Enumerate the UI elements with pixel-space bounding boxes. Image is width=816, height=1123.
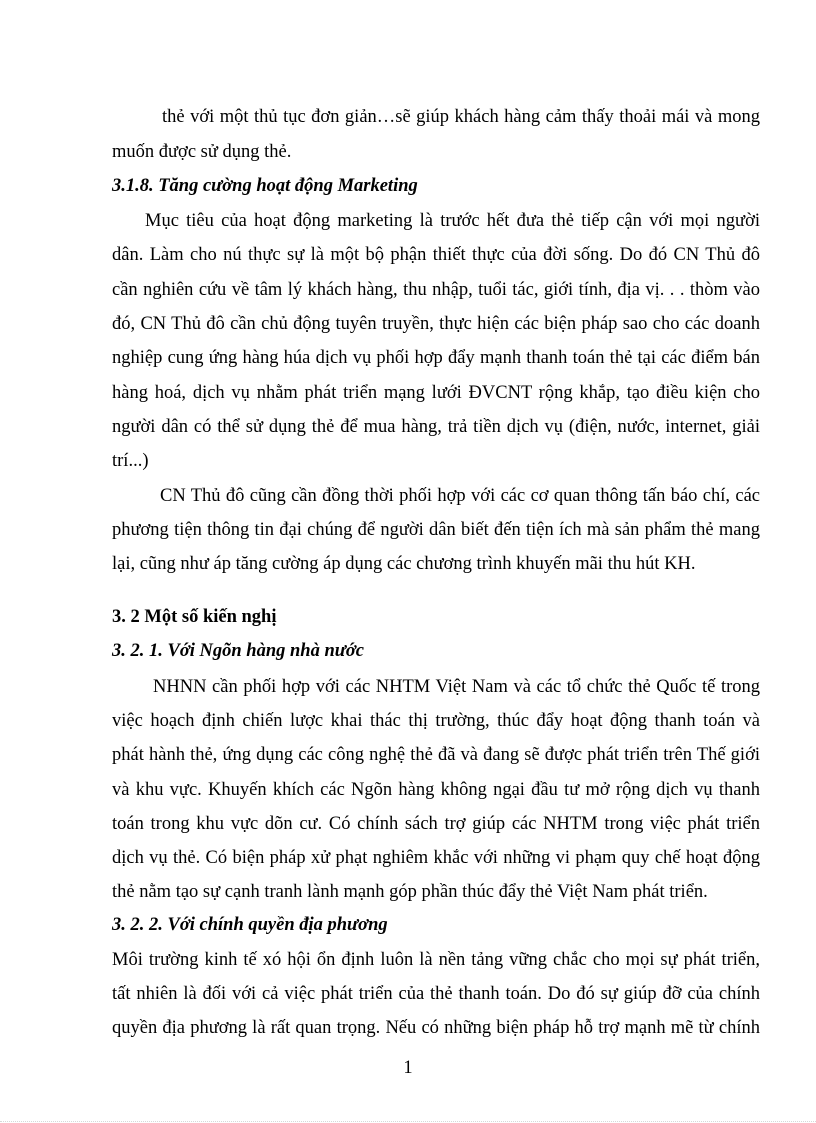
section-heading-3-2-1: 3. 2. 1. Với Ngõn hàng nhà nước bbox=[112, 641, 364, 661]
paragraph-4-line-1: NHNN cần phối hợp với các NHTM Việt Nam và các tổ chức thẻ Quốc tế trong bbox=[153, 677, 760, 697]
paragraph-2-line-5: nghiệp cung ứng hàng húa dịch vụ phối hợp đẩy mạnh thanh toán thẻ tại các điểm bán bbox=[112, 348, 760, 368]
paragraph-4-line-6: dịch vụ thẻ. Có biện pháp xử phạt nghiêm khắc với những vi phạm quy chế hoạt động bbox=[112, 848, 760, 868]
paragraph-2-line-4: đó, CN Thủ đô cần chủ động tuyên truyền, thực hiện các biện pháp sao cho các doanh bbox=[112, 314, 760, 334]
section-heading-3-1-8: 3.1.8. Tăng cường hoạt động Marketing bbox=[112, 176, 418, 196]
paragraph-4-line-4: và khu vực. Khuyến khích các Ngõn hàng không ngại đầu tư mở rộng dịch vụ thanh bbox=[112, 780, 760, 800]
paragraph-2-line-8: trí...) bbox=[112, 451, 149, 471]
page-number: 1 bbox=[403, 1058, 413, 1078]
paragraph-5-line-2: tất nhiên là đối với cả việc phát triển của thẻ thanh toán. Do đó sự giúp đỡ của chính bbox=[112, 984, 760, 1004]
paragraph-2-line-7: người dân có thể sử dụng thẻ để mua hàng, trả tiền dịch vụ (điện, nước, internet, giải bbox=[112, 417, 760, 437]
paragraph-3-line-1: CN Thủ đô cũng cần đồng thời phối hợp với các cơ quan thông tấn báo chí, các bbox=[160, 486, 760, 506]
paragraph-3-line-3: lại, cũng như áp tăng cường áp dụng các chương trình khuyến mãi thu hút KH. bbox=[112, 554, 696, 574]
paragraph-4-line-3: phát hành thẻ, ứng dụng các công nghệ thẻ đã và đang sẽ được phát triển trên Thế giới bbox=[112, 745, 760, 765]
paragraph-4-line-2: việc hoạch định chiến lược khai thác thị trường, thúc đẩy hoạt động thanh toán và bbox=[112, 711, 760, 731]
paragraph-2-line-6: hàng hoá, dịch vụ nhằm phát triển mạng lưới ĐVCNT rộng khắp, tạo điều kiện cho bbox=[112, 383, 760, 403]
paragraph-1-line-1: thẻ với một thủ tục đơn giản…sẽ giúp khách hàng cảm thấy thoải mái và mong bbox=[162, 107, 760, 127]
paragraph-3-line-2: phương tiện thông tin đại chúng để người dân biết đến tiện ích mà sản phẩm thẻ mang bbox=[112, 520, 760, 540]
paragraph-5-line-3: quyền địa phương là rất quan trọng. Nếu có những biện pháp hỗ trợ mạnh mẽ từ chính bbox=[112, 1018, 760, 1038]
paragraph-2-line-2: dân. Làm cho nú thực sự là một bộ phận thiết thực của đời sống. Do đó CN Thủ đô bbox=[112, 245, 760, 265]
paragraph-4-line-5: toán trong khu vực dõn cư. Có chính sách trợ giúp các NHTM trong việc phát triển bbox=[112, 814, 760, 834]
paragraph-4-line-7: thẻ nằm tạo sự cạnh tranh lành mạnh góp phần thúc đẩy thẻ Việt Nam phát triển. bbox=[112, 882, 708, 902]
section-heading-3-2: 3. 2 Một số kiến nghị bbox=[112, 607, 277, 627]
page-bottom-divider bbox=[0, 1121, 816, 1122]
paragraph-1-line-2: muốn được sử dụng thẻ. bbox=[112, 142, 292, 162]
paragraph-2-line-3: cần nghiên cứu về tâm lý khách hàng, thu nhập, tuổi tác, giới tính, địa vị. . . thòm vào bbox=[112, 280, 760, 300]
section-heading-3-2-2: 3. 2. 2. Với chính quyền địa phương bbox=[112, 915, 388, 935]
paragraph-2-line-1: Mục tiêu của hoạt động marketing là trước hết đưa thẻ tiếp cận với mọi người bbox=[145, 211, 760, 231]
paragraph-5-line-1: Môi trường kinh tế xó hội ổn định luôn là nền tảng vững chắc cho mọi sự phát triển, bbox=[112, 950, 760, 970]
